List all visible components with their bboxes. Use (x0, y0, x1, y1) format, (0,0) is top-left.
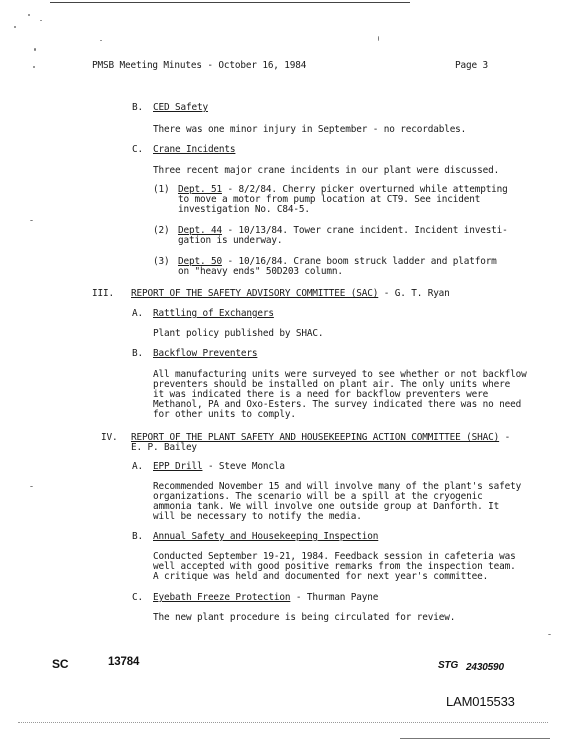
scan-speck (378, 36, 379, 41)
epp-drill-line: Recommended November 15 and will involve many of the plant's safety (153, 481, 522, 492)
item-text: - 10/13/84. Tower crane incident. Incident investi- (221, 225, 508, 236)
ced-safety-body: There was one minor injury in September - no recordables. (153, 124, 467, 135)
sc-stamp: SC (52, 657, 69, 671)
shac-dash: - (499, 432, 511, 443)
item-text: - 8/2/84. Cherry picker overturned while attempting (221, 184, 508, 195)
list-number: (3) (153, 256, 170, 267)
scan-speck (33, 66, 35, 68)
section-letter: B. (132, 102, 143, 113)
section-letter: A. (132, 308, 143, 319)
section-numeral: III. (92, 288, 114, 299)
scan-speck (30, 486, 33, 487)
item-text: - 10/16/84. Crane boom struck ladder and platform (221, 256, 497, 267)
dept-label: Dept. 51 (178, 184, 222, 195)
section-letter: C. (132, 592, 143, 603)
crane-incidents-heading: Crane Incidents (153, 144, 236, 155)
document-number: 13784 (108, 656, 140, 668)
epp-drill-line: ammonia tank. We will involve one outside group at Danforth. It (153, 501, 500, 512)
scan-speck (100, 40, 102, 41)
scan-speck (14, 26, 16, 28)
crane-item-line: investigation No. C84-5. (178, 204, 310, 215)
bottom-rule (400, 738, 550, 739)
dept-label: Dept. 44 (178, 225, 222, 236)
list-number: (2) (153, 225, 170, 236)
shac-title: REPORT OF THE PLANT SAFETY AND HOUSEKEEPING ACTION COMMITTEE (SHAC) (131, 432, 500, 443)
section-letter: A. (132, 461, 143, 472)
eyebath-presenter: - Thurman Payne (290, 592, 379, 603)
crane-item-line: to move a motor from pump location at CT9. See incident (178, 194, 481, 205)
eyebath-heading (153, 592, 378, 603)
scan-speck (34, 48, 36, 51)
epp-drill-presenter: - Steve Moncla (202, 461, 285, 472)
stg-number: 2430590 (466, 662, 504, 673)
epp-drill-title: EPP Drill (153, 461, 203, 472)
top-rule (50, 2, 410, 3)
sac-title: REPORT OF THE SAFETY ADVISORY COMMITTEE (SAC) (131, 288, 379, 299)
backflow-line: preventers should be installed on plant air. The only units where (153, 379, 511, 390)
scan-speck (28, 14, 30, 16)
section-letter: B. (132, 348, 143, 359)
dept-label: Dept. 50 (178, 256, 222, 267)
page-number: Page 3 (455, 60, 488, 71)
section-numeral: IV. (101, 432, 118, 443)
inspection-line: Conducted September 19-21, 1984. Feedback session in cafeteria was (153, 551, 516, 562)
crane-incidents-intro: Three recent major crane incidents in our plant were discussed. (153, 165, 500, 176)
crane-item-line: gation is underway. (178, 235, 283, 246)
section-letter: B. (132, 531, 143, 542)
sac-heading (131, 288, 450, 299)
eyebath-body: The new plant procedure is being circulated for review. (153, 612, 456, 623)
backflow-line: Methanol, PA and Oxo-Esters. The survey indicated there was no need (153, 399, 522, 410)
stg-stamp: STG (438, 660, 459, 671)
ced-safety-heading: CED Safety (153, 102, 208, 113)
bottom-dotted-line (18, 722, 548, 723)
inspection-line: A critique was held and documented for next year's committee. (153, 571, 489, 582)
section-letter: C. (132, 144, 143, 155)
sac-presenter: - G. T. Ryan (378, 288, 450, 299)
list-number: (1) (153, 184, 170, 195)
scan-speck (548, 634, 551, 635)
backflow-line: All manufacturing units were surveyed to see whether or not backflow (153, 369, 527, 380)
scan-speck (30, 220, 33, 221)
crane-item-line: on "heavy ends" 50D203 column. (178, 266, 343, 277)
eyebath-title: Eyebath Freeze Protection (153, 592, 291, 603)
backflow-line: for other units to comply. (153, 409, 296, 420)
backflow-heading: Backflow Preventers (153, 348, 258, 359)
scan-speck (40, 20, 42, 21)
inspection-heading: Annual Safety and Housekeeping Inspection (153, 531, 379, 542)
inspection-line: well accepted with good positive remarks from the inspection team. (153, 561, 516, 572)
rattling-body: Plant policy published by SHAC. (153, 328, 324, 339)
document-title: PMSB Meeting Minutes - October 16, 1984 (92, 60, 307, 71)
epp-drill-heading (153, 461, 285, 472)
epp-drill-line: will be necessary to notify the media. (153, 511, 362, 522)
epp-drill-line: organizations. The scenario will be a spill at the cryogenic (153, 491, 483, 502)
backflow-line: it was indicated there is a need for backflow preventers were (153, 389, 489, 400)
bates-number: LAM015533 (446, 694, 515, 709)
rattling-heading: Rattling of Exchangers (153, 308, 274, 319)
shac-presenter: E. P. Bailey (131, 442, 197, 453)
